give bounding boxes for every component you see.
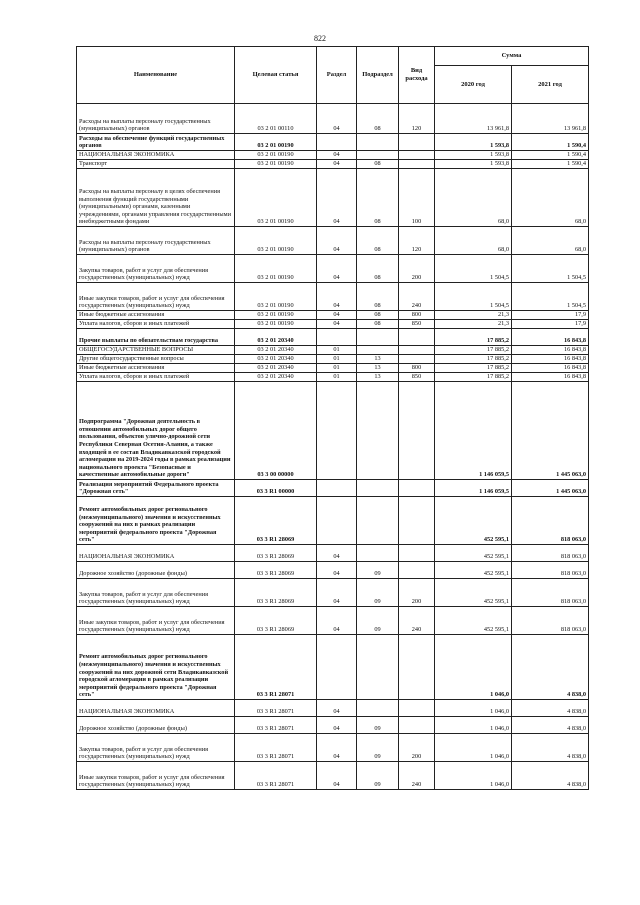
amount-2021-cell: 818 063,0	[512, 607, 589, 635]
subsection-cell	[357, 497, 399, 545]
item-name-cell: Подпрограмма "Дорожная деятельность в отношении автомобильных дорог общего пользования, объектов улично-дорожной сети Республики Северная Осетия-Алания, а также входящей в ее состав Владикавказской городской агломерации на 2019-2024 годы в рамках реализации национального проекта "Безопасные и качественные автомобильные дороги"	[77, 382, 235, 480]
item-name-cell: Ремонт автомобильных дорог регионального (межмуниципального) значения и искусственных сооружений на них дорожной сети Владикавказской городской агломерации в рамках реализации мероприятий федерального проекта "Дорожная сеть"	[77, 635, 235, 700]
section-cell: 04	[317, 717, 357, 734]
amount-2020-cell: 21,3	[435, 311, 512, 320]
amount-2021-cell: 17,9	[512, 320, 589, 329]
amount-2020-cell: 21,3	[435, 320, 512, 329]
subsection-cell	[357, 151, 399, 160]
subsection-cell: 08	[357, 160, 399, 169]
header-name: Наименование	[77, 47, 235, 104]
table-row	[77, 382, 589, 480]
section-cell	[317, 329, 357, 346]
section-cell: 04	[317, 320, 357, 329]
expense-type-cell: 240	[399, 283, 435, 311]
item-name-cell: Иные закупки товаров, работ и услуг для обеспечения государственных (муниципальных) нужд	[77, 607, 235, 635]
subsection-cell: 13	[357, 355, 399, 364]
subsection-cell: 08	[357, 227, 399, 255]
amount-2020-cell: 452 595,1	[435, 607, 512, 635]
expense-type-cell	[399, 700, 435, 717]
expense-type-cell	[399, 717, 435, 734]
subsection-cell	[357, 329, 399, 346]
item-name-cell: Прочие выплаты по обязательствам государства	[77, 329, 235, 346]
expense-type-cell	[399, 329, 435, 346]
item-name-cell: Уплата налогов, сборов и иных платежей	[77, 320, 235, 329]
expense-type-cell	[399, 562, 435, 579]
amount-2020-cell: 17 885,2	[435, 373, 512, 382]
article-cell: 03 3 R1 28069	[235, 562, 317, 579]
article-cell: 03 3 R1 28071	[235, 734, 317, 762]
amount-2020-cell: 1 146 059,5	[435, 480, 512, 497]
expense-type-cell: 800	[399, 311, 435, 320]
amount-2020-cell: 1 046,0	[435, 717, 512, 734]
item-name-cell: Дорожное хозяйство (дорожные фонды)	[77, 717, 235, 734]
header-subsection: Подраздел	[357, 47, 399, 104]
article-cell: 03 2 01 20340	[235, 364, 317, 373]
item-name-cell: НАЦИОНАЛЬНАЯ ЭКОНОМИКА	[77, 151, 235, 160]
subsection-cell: 09	[357, 562, 399, 579]
article-cell: 03 3 R1 28071	[235, 717, 317, 734]
item-name-cell: Закупка товаров, работ и услуг для обеспечения государственных (муниципальных) нужд	[77, 734, 235, 762]
page-number: 822	[314, 34, 326, 43]
article-cell: 03 2 01 00110	[235, 104, 317, 134]
item-name-cell: Ремонт автомобильных дорог регионального (межмуниципального) значения и искусственных сооружений на них в рамках реализации мероприятий федерального проекта "Дорожная сеть"	[77, 497, 235, 545]
section-cell: 01	[317, 355, 357, 364]
header-year-2021: 2021 год	[512, 66, 589, 104]
subsection-cell	[357, 545, 399, 562]
section-cell: 04	[317, 151, 357, 160]
expense-type-cell	[399, 480, 435, 497]
amount-2021-cell: 68,0	[512, 169, 589, 227]
item-name-cell: НАЦИОНАЛЬНАЯ ЭКОНОМИКА	[77, 700, 235, 717]
item-name-cell: НАЦИОНАЛЬНАЯ ЭКОНОМИКА	[77, 545, 235, 562]
amount-2020-cell: 1 504,5	[435, 283, 512, 311]
table-row	[77, 734, 589, 762]
amount-2021-cell: 17,9	[512, 311, 589, 320]
amount-2021-cell: 1 590,4	[512, 160, 589, 169]
amount-2021-cell: 818 063,0	[512, 497, 589, 545]
amount-2020-cell: 1 593,8	[435, 160, 512, 169]
table-row	[77, 320, 589, 329]
expense-type-cell: 850	[399, 320, 435, 329]
amount-2020-cell: 1 046,0	[435, 635, 512, 700]
article-cell: 03 2 01 00190	[235, 255, 317, 283]
item-name-cell: Расходы на выплаты персоналу в целях обеспечения выполнения функций государственными (муниципальными) органами, казенными учреждениями, органами управления государственными внебюджетными фондами	[77, 169, 235, 227]
table-row	[77, 635, 589, 700]
article-cell: 03 3 R1 28069	[235, 579, 317, 607]
subsection-cell: 08	[357, 169, 399, 227]
section-cell: 01	[317, 346, 357, 355]
article-cell: 03 2 01 00190	[235, 227, 317, 255]
item-name-cell: Другие общегосударственные вопросы	[77, 355, 235, 364]
article-cell: 03 2 01 00190	[235, 160, 317, 169]
section-cell	[317, 480, 357, 497]
header-sum: Сумма	[435, 47, 589, 66]
table-row	[77, 717, 589, 734]
table-row	[77, 311, 589, 320]
section-cell: 04	[317, 160, 357, 169]
amount-2020-cell: 1 046,0	[435, 700, 512, 717]
subsection-cell: 09	[357, 734, 399, 762]
table-row	[77, 104, 589, 134]
table-row	[77, 700, 589, 717]
table-row	[77, 497, 589, 545]
item-name-cell: Реализация мероприятий Федерального проекта "Дорожная сеть"	[77, 480, 235, 497]
section-cell: 04	[317, 700, 357, 717]
amount-2020-cell: 452 595,1	[435, 579, 512, 607]
expense-type-cell	[399, 545, 435, 562]
amount-2021-cell: 13 961,8	[512, 104, 589, 134]
article-cell: 03 3 R1 28071	[235, 700, 317, 717]
expense-type-cell	[399, 151, 435, 160]
section-cell: 01	[317, 364, 357, 373]
amount-2021-cell: 1 590,4	[512, 151, 589, 160]
item-name-cell: Расходы на выплаты персоналу государственных (муниципальных) органов	[77, 104, 235, 134]
section-cell	[317, 382, 357, 480]
item-name-cell: Расходы на выплаты персоналу государственных (муниципальных) органов	[77, 227, 235, 255]
item-name-cell: Транспорт	[77, 160, 235, 169]
amount-2020-cell: 17 885,2	[435, 329, 512, 346]
article-cell: 03 3 R1 28069	[235, 607, 317, 635]
amount-2021-cell: 1 504,5	[512, 255, 589, 283]
subsection-cell: 09	[357, 579, 399, 607]
article-cell: 03 2 01 20340	[235, 355, 317, 364]
expense-type-cell: 200	[399, 255, 435, 283]
item-name-cell: Иные бюджетные ассигнования	[77, 364, 235, 373]
table-row	[77, 480, 589, 497]
table-row	[77, 579, 589, 607]
expense-type-cell: 200	[399, 579, 435, 607]
table-row	[77, 134, 589, 151]
amount-2021-cell: 16 843,8	[512, 346, 589, 355]
subsection-cell: 09	[357, 717, 399, 734]
subsection-cell: 08	[357, 283, 399, 311]
amount-2020-cell: 68,0	[435, 169, 512, 227]
amount-2021-cell: 16 843,8	[512, 355, 589, 364]
article-cell: 03 3 R1 28069	[235, 497, 317, 545]
article-cell: 03 3 R1 00000	[235, 480, 317, 497]
section-cell: 04	[317, 283, 357, 311]
section-cell: 04	[317, 579, 357, 607]
expense-type-cell: 120	[399, 104, 435, 134]
expense-type-cell: 100	[399, 169, 435, 227]
amount-2020-cell: 452 595,1	[435, 562, 512, 579]
table-row	[77, 169, 589, 227]
subsection-cell	[357, 134, 399, 151]
article-cell: 03 2 01 00190	[235, 169, 317, 227]
expense-type-cell	[399, 160, 435, 169]
subsection-cell: 13	[357, 364, 399, 373]
subsection-cell	[357, 700, 399, 717]
expense-type-cell	[399, 355, 435, 364]
article-cell: 03 2 01 00190	[235, 311, 317, 320]
expense-type-cell	[399, 346, 435, 355]
amount-2021-cell: 1 590,4	[512, 134, 589, 151]
subsection-cell: 08	[357, 311, 399, 320]
amount-2020-cell: 13 961,8	[435, 104, 512, 134]
expense-type-cell	[399, 497, 435, 545]
section-cell: 01	[317, 373, 357, 382]
section-cell: 04	[317, 169, 357, 227]
amount-2021-cell: 1 504,5	[512, 283, 589, 311]
expense-type-cell: 240	[399, 607, 435, 635]
item-name-cell: Закупка товаров, работ и услуг для обеспечения государственных (муниципальных) нужд	[77, 255, 235, 283]
article-cell: 03 2 01 20340	[235, 373, 317, 382]
item-name-cell: Уплата налогов, сборов и иных платежей	[77, 373, 235, 382]
table-row	[77, 151, 589, 160]
subsection-cell: 09	[357, 762, 399, 790]
expense-type-cell: 200	[399, 734, 435, 762]
amount-2020-cell: 17 885,2	[435, 364, 512, 373]
amount-2021-cell: 1 445 063,0	[512, 480, 589, 497]
amount-2020-cell: 17 885,2	[435, 355, 512, 364]
article-cell: 03 2 01 00190	[235, 134, 317, 151]
expense-type-cell: 120	[399, 227, 435, 255]
table-row	[77, 283, 589, 311]
amount-2021-cell: 818 063,0	[512, 545, 589, 562]
section-cell	[317, 497, 357, 545]
section-cell: 04	[317, 762, 357, 790]
budget-table	[76, 46, 589, 790]
item-name-cell: Иные бюджетные ассигнования	[77, 311, 235, 320]
subsection-cell	[357, 382, 399, 480]
amount-2021-cell: 4 838,0	[512, 717, 589, 734]
amount-2021-cell: 818 063,0	[512, 562, 589, 579]
article-cell: 03 2 01 20340	[235, 346, 317, 355]
subsection-cell	[357, 480, 399, 497]
amount-2021-cell: 1 445 063,0	[512, 382, 589, 480]
expense-type-cell	[399, 635, 435, 700]
item-name-cell: Расходы на обеспечение функций государственных органов	[77, 134, 235, 151]
item-name-cell: Иные закупки товаров, работ и услуг для обеспечения государственных (муниципальных) нужд	[77, 762, 235, 790]
amount-2020-cell: 68,0	[435, 227, 512, 255]
item-name-cell: Иные закупки товаров, работ и услуг для обеспечения государственных (муниципальных) нужд	[77, 283, 235, 311]
amount-2021-cell: 68,0	[512, 227, 589, 255]
amount-2020-cell: 1 046,0	[435, 734, 512, 762]
amount-2021-cell: 4 838,0	[512, 635, 589, 700]
section-cell: 04	[317, 104, 357, 134]
expense-type-cell	[399, 134, 435, 151]
amount-2021-cell: 4 838,0	[512, 734, 589, 762]
table-row	[77, 373, 589, 382]
amount-2021-cell: 4 838,0	[512, 700, 589, 717]
expense-type-cell	[399, 382, 435, 480]
subsection-cell: 09	[357, 607, 399, 635]
section-cell: 04	[317, 255, 357, 283]
subsection-cell: 13	[357, 373, 399, 382]
table-row	[77, 562, 589, 579]
amount-2020-cell: 452 595,1	[435, 545, 512, 562]
article-cell: 03 3 R1 28069	[235, 545, 317, 562]
expense-type-cell: 800	[399, 364, 435, 373]
article-cell: 03 2 01 20340	[235, 329, 317, 346]
amount-2020-cell: 1 046,0	[435, 762, 512, 790]
expense-type-cell: 240	[399, 762, 435, 790]
table-row	[77, 329, 589, 346]
item-name-cell: ОБЩЕГОСУДАРСТВЕННЫЕ ВОПРОСЫ	[77, 346, 235, 355]
section-cell: 04	[317, 607, 357, 635]
amount-2020-cell: 1 593,8	[435, 134, 512, 151]
article-cell: 03 2 01 00190	[235, 151, 317, 160]
amount-2021-cell: 4 838,0	[512, 762, 589, 790]
section-cell: 04	[317, 545, 357, 562]
item-name-cell: Дорожное хозяйство (дорожные фонды)	[77, 562, 235, 579]
header-article: Целевая статья	[235, 47, 317, 104]
table-row	[77, 255, 589, 283]
section-cell: 04	[317, 734, 357, 762]
article-cell: 03 3 00 00000	[235, 382, 317, 480]
header-section: Раздел	[317, 47, 357, 104]
section-cell	[317, 134, 357, 151]
amount-2020-cell: 1 593,8	[435, 151, 512, 160]
table-row	[77, 346, 589, 355]
amount-2020-cell: 1 504,5	[435, 255, 512, 283]
article-cell: 03 2 01 00190	[235, 320, 317, 329]
article-cell: 03 3 R1 28071	[235, 635, 317, 700]
amount-2020-cell: 1 146 059,5	[435, 382, 512, 480]
expense-type-cell: 850	[399, 373, 435, 382]
amount-2021-cell: 16 843,8	[512, 373, 589, 382]
table-row	[77, 545, 589, 562]
subsection-cell	[357, 635, 399, 700]
header-expense-type: Вид расхода	[399, 47, 435, 104]
subsection-cell: 08	[357, 255, 399, 283]
article-cell: 03 3 R1 28071	[235, 762, 317, 790]
header-year-2020: 2020 год	[435, 66, 512, 104]
table-row	[77, 762, 589, 790]
table-row	[77, 364, 589, 373]
section-cell: 04	[317, 227, 357, 255]
amount-2021-cell: 16 843,8	[512, 364, 589, 373]
article-cell: 03 2 01 00190	[235, 283, 317, 311]
section-cell	[317, 635, 357, 700]
amount-2021-cell: 16 843,8	[512, 329, 589, 346]
amount-2021-cell: 818 063,0	[512, 579, 589, 607]
table-row	[77, 607, 589, 635]
table-row	[77, 160, 589, 169]
table-row	[77, 227, 589, 255]
subsection-cell: 08	[357, 104, 399, 134]
subsection-cell	[357, 346, 399, 355]
amount-2020-cell: 17 885,2	[435, 346, 512, 355]
table-row	[77, 355, 589, 364]
section-cell: 04	[317, 562, 357, 579]
section-cell: 04	[317, 311, 357, 320]
amount-2020-cell: 452 595,1	[435, 497, 512, 545]
subsection-cell: 08	[357, 320, 399, 329]
item-name-cell: Закупка товаров, работ и услуг для обеспечения государственных (муниципальных) нужд	[77, 579, 235, 607]
